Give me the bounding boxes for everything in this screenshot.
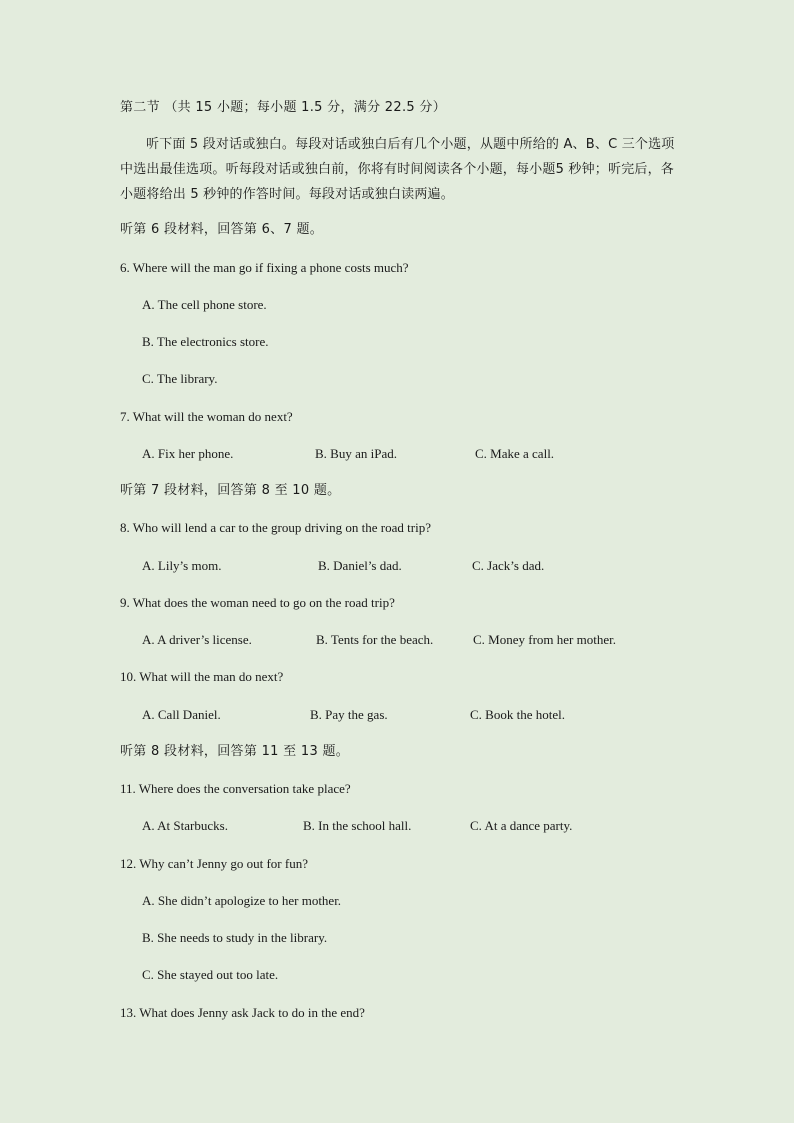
question-text: 12. Why can’t Jenny go out for fun?	[120, 856, 308, 871]
option-a: A. A driver’s license.	[142, 632, 252, 647]
option-c: C. At a dance party.	[470, 818, 573, 833]
option-c: C. Jack’s dad.	[472, 558, 545, 573]
option-a: A. She didn’t apologize to her mother.	[142, 893, 342, 908]
option-b: B. Tents for the beach.	[316, 632, 434, 647]
option-c: C. Book the hotel.	[470, 707, 565, 722]
option-a: A. Fix her phone.	[142, 446, 234, 461]
option-b: B. Daniel’s dad.	[318, 558, 402, 573]
instructions-paragraph: 听下面 5 段对话或独白。每段对话或独白后有几个小题，从题中所给的 A、B、C 三个选项中选出最佳选项。听每段对话或独白前，你将有时间阅读各个小题，每小题5 秒钟；听完后，各 小题将给出 5 秒钟的作答时间。每段对话或独白读两遍。	[120, 137, 675, 202]
question-text: 6. Where will the man go if fixing a phone costs much?	[120, 260, 409, 275]
question-text: 9. What does the woman need to go on the road trip?	[120, 595, 395, 610]
group-label: 听第 8 段材料，回答第 11 至 13 题。	[120, 744, 350, 759]
option-a: A. Call Daniel.	[142, 707, 221, 722]
option-b: B. Pay the gas.	[310, 707, 388, 722]
option-b: B. She needs to study in the library.	[142, 930, 328, 945]
question-text: 11. Where does the conversation take place?	[120, 781, 351, 796]
option-c: C. Money from her mother.	[473, 632, 616, 647]
option-a: A. At Starbucks.	[142, 818, 228, 833]
option-c: C. She stayed out too late.	[142, 967, 279, 982]
question-text: 10. What will the man do next?	[120, 669, 284, 684]
option-c: C. Make a call.	[475, 446, 555, 461]
option-a: A. The cell phone store.	[142, 297, 267, 312]
section-heading: 第二节 （共 15 小题；每小题 1.5 分，满分 22.5 分）	[120, 100, 446, 115]
option-c: C. The library.	[142, 371, 218, 386]
question-text: 7. What will the woman do next?	[120, 409, 293, 424]
option-b: B. The electronics store.	[142, 334, 269, 349]
option-b: B. In the school hall.	[303, 818, 412, 833]
option-a: A. Lily’s mom.	[142, 558, 222, 573]
option-b: B. Buy an iPad.	[315, 446, 397, 461]
group-label: 听第 7 段材料，回答第 8 至 10 题。	[120, 483, 341, 498]
question-text: 8. Who will lend a car to the group driving on the road trip?	[120, 520, 431, 535]
question-text: 13. What does Jenny ask Jack to do in the end?	[120, 1005, 365, 1020]
group-label: 听第 6 段材料，回答第 6、7 题。	[120, 222, 324, 237]
